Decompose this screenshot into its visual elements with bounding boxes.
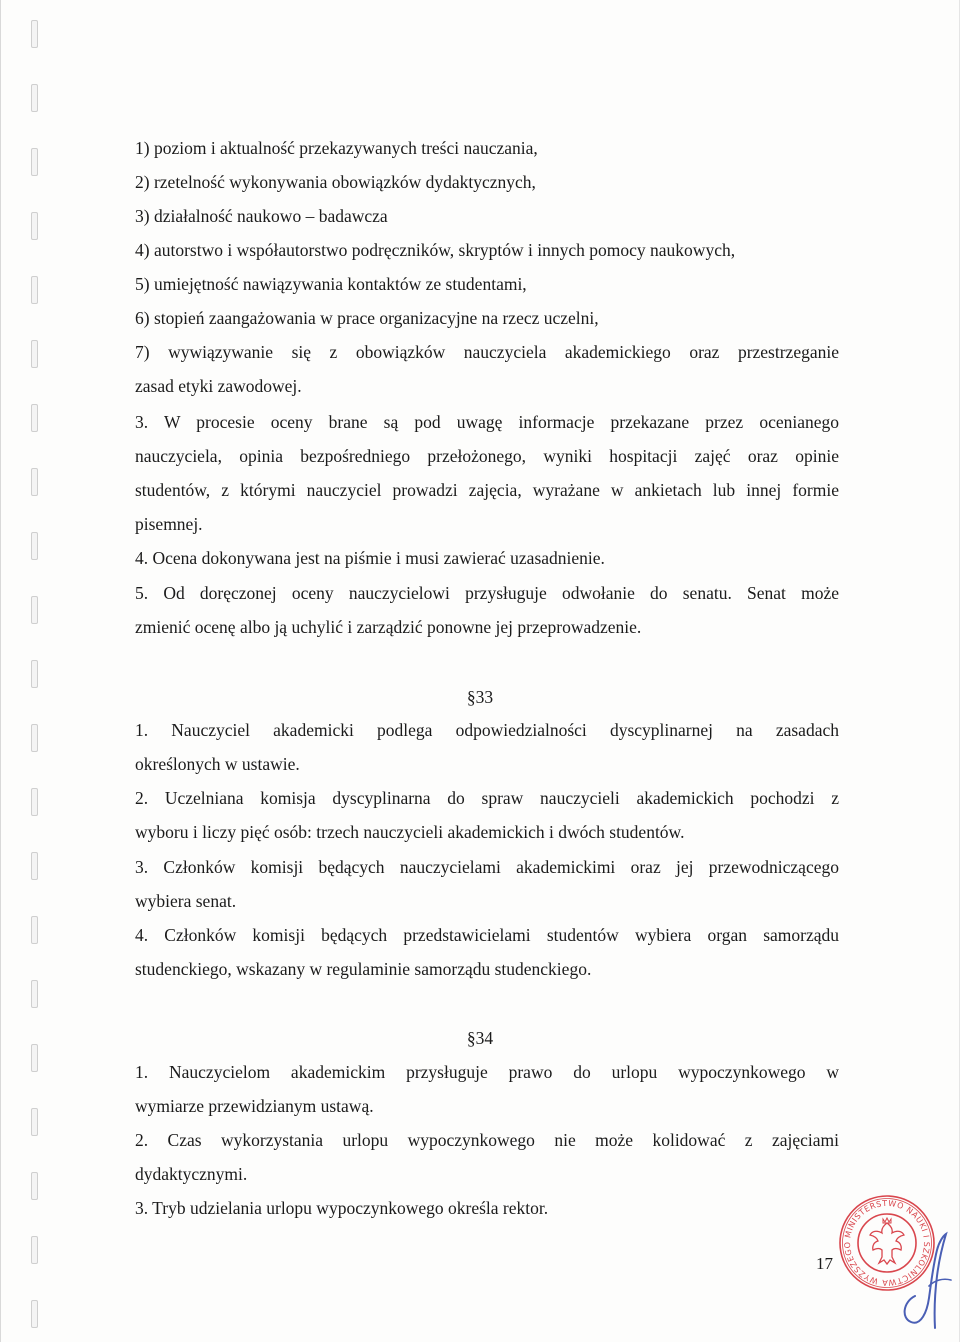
paragraph-line: 5. Od doręczonej oceny nauczycielowi przysługuje odwołanie do senatu. Senat może [135, 583, 839, 603]
paragraph-line: studenckiego, wskazany w regulaminie samorządu studenckiego. [135, 959, 592, 979]
binder-hole [31, 212, 38, 240]
list-item: 1) poziom i aktualność przekazywanych treści nauczania, [135, 138, 538, 158]
signature-icon [893, 1226, 957, 1336]
paragraph-line: 3. Członków komisji będących nauczycielami akademickimi oraz jej przewodniczącego [135, 857, 839, 877]
list-item: 6) stopień zaangażowania w prace organizacyjne na rzecz uczelni, [135, 308, 599, 328]
binder-hole [31, 468, 38, 496]
paragraph-line: określonych w ustawie. [135, 754, 300, 774]
binder-hole [31, 980, 38, 1008]
paragraph-line: nauczyciela, opinia bezpośredniego przełożonego, wyniki hospitacji zajęć oraz opinie [135, 446, 839, 466]
binder-hole [31, 148, 38, 176]
binder-hole [31, 916, 38, 944]
paragraph-line: 4. Ocena dokonywana jest na piśmie i musi zawierać uzasadnienie. [135, 548, 605, 568]
binder-hole [31, 724, 38, 752]
binder-hole [31, 84, 38, 112]
list-item: 3) działalność naukowo – badawcza [135, 206, 388, 226]
list-item: 7) wywiązywanie się z obowiązków nauczyciela akademickiego oraz przestrzeganie [135, 342, 839, 362]
binder-hole [31, 596, 38, 624]
binder-hole [31, 1300, 38, 1328]
list-item: 4) autorstwo i współautorstwo podręczników, skryptów i innych pomocy naukowych, [135, 240, 736, 260]
binder-hole [31, 532, 38, 560]
paragraph-line: 3. Tryb udzielania urlopu wypoczynkowego określa rektor. [135, 1198, 549, 1218]
paragraph-line: wyboru i liczy pięć osób: trzech nauczycieli akademickich i dwóch studentów. [135, 822, 685, 842]
paragraph-line: 1. Nauczyciel akademicki podlega odpowiedzialności dyscyplinarnej na zasadach [135, 720, 839, 740]
binder-hole [31, 276, 38, 304]
section-title-34: §34 [466, 1028, 494, 1048]
paragraph-line: zmienić ocenę albo ją uchylić i zarządzić ponowne jej przeprowadzenie. [135, 617, 642, 637]
paragraph-line: 1. Nauczycielom akademickim przysługuje prawo do urlopu wypoczynkowego w [135, 1062, 839, 1082]
binder-hole [31, 788, 38, 816]
binder-hole [31, 404, 38, 432]
paragraph-line: pisemnej. [135, 514, 203, 534]
list-item: 5) umiejętność nawiązywania kontaktów ze studentami, [135, 274, 527, 294]
binder-hole [31, 1236, 38, 1264]
binder-hole [31, 852, 38, 880]
paragraph-line: 2. Czas wykorzystania urlopu wypoczynkowego nie może kolidować z zajęciami [135, 1130, 839, 1150]
section-title-33: §33 [466, 687, 494, 707]
paragraph-line: wymiarze przewidzianym ustawą. [135, 1096, 374, 1116]
paragraph-line: 2. Uczelniana komisja dyscyplinarna do spraw nauczycieli akademickich pochodzi z [135, 788, 839, 808]
binder-hole [31, 1172, 38, 1200]
page-number: 17 [816, 1254, 833, 1273]
paragraph-line: dydaktycznymi. [135, 1164, 248, 1184]
binder-hole [31, 20, 38, 48]
binder-hole [31, 1108, 38, 1136]
binder-hole [31, 660, 38, 688]
paragraph-line: 3. W procesie oceny brane są pod uwagę informacje przekazane przez ocenianego [135, 412, 839, 432]
paragraph-line: 4. Członków komisji będących przedstawicielami studentów wybiera organ samorządu [135, 925, 839, 945]
paragraph-line: wybiera senat. [135, 891, 237, 911]
paragraph-line: zasad etyki zawodowej. [135, 376, 302, 396]
binder-hole [31, 340, 38, 368]
list-item: 2) rzetelność wykonywania obowiązków dydaktycznych, [135, 172, 536, 192]
svg-text:MINISTERSTWO NAUKI I SZKOLNICT: MINISTERSTWO NAUKI I SZKOLNICTWA WYŻSZEGO [842, 1198, 932, 1288]
paragraph-line: studentów, z którymi nauczyciel prowadzi zajęcia, wyrażane w ankietach lub innej formie [135, 480, 839, 500]
